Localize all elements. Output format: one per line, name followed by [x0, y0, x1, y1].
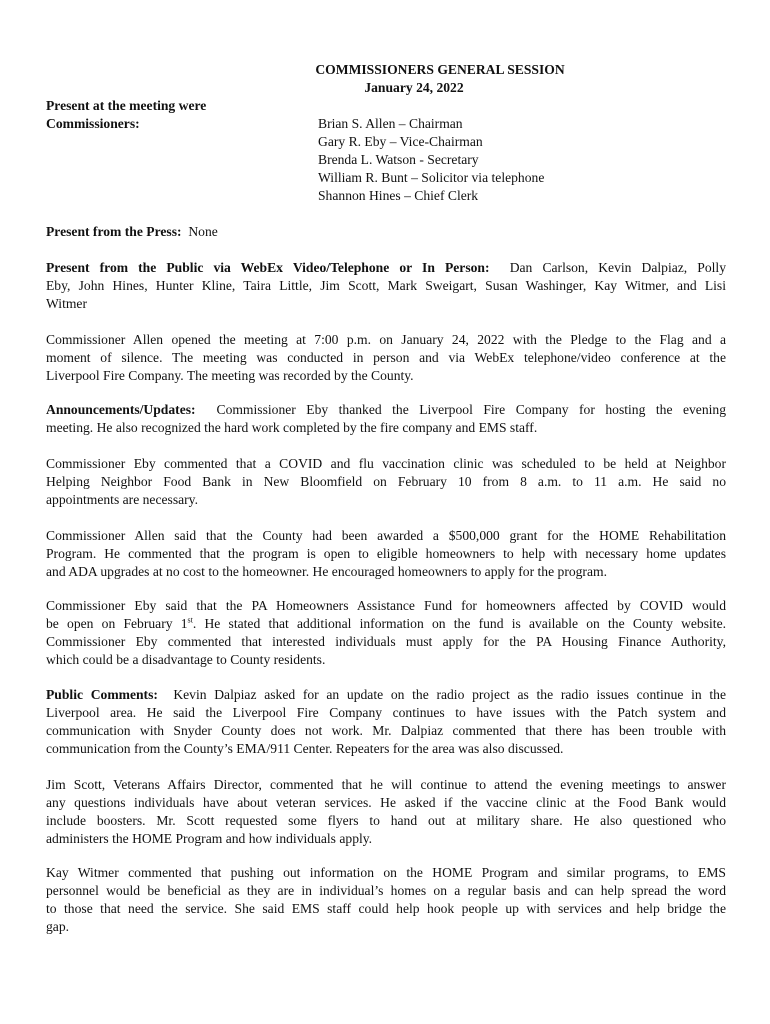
- paragraph-line: Commissioner Allen said that the County had been awarded a $500,000 grant for the HOME Rehabilitation: [46, 528, 726, 543]
- paragraph-line: Kay Witmer commented that pushing out information on the HOME Program and similar programs, to EMS: [46, 865, 726, 880]
- roster-item: Brenda L. Watson - Secretary: [318, 152, 479, 167]
- home-grant-paragraph: [46, 527, 726, 581]
- paragraph-line: administers the HOME Program and how individuals apply.: [46, 831, 373, 846]
- paragraph-line: Helping Neighbor Food Bank in New Bloomfield on February 10 from 8 a.m. to 11 a.m. He said no: [46, 474, 726, 489]
- paragraph-line: to those that need the service. She said EMS staff could help hook people up with services and help bridge the: [46, 901, 726, 916]
- roster-item: Shannon Hines – Chief Clerk: [318, 188, 479, 203]
- present-label-line2: Commissioners:: [46, 116, 140, 131]
- opening-paragraph: [46, 331, 726, 385]
- paragraph-line: include boosters. Mr. Scott requested some flyers to hand out at military share. He also questioned who: [46, 813, 726, 828]
- covid-clinic-paragraph: [46, 455, 726, 509]
- paragraph-line: Witmer: [46, 296, 87, 311]
- public-comments-paragraph: [46, 686, 726, 758]
- meeting-date: January 24, 2022: [364, 80, 464, 95]
- document-header: [0, 61, 770, 97]
- present-label: [46, 97, 206, 133]
- announcements-label: Announcements/Updates:: [46, 402, 196, 417]
- paragraph-line: Eby, John Hines, Hunter Kline, Taira Little, Jim Scott, Mark Sweigart, Susan Washinger, Kay Witmer, and Lisi: [46, 278, 726, 293]
- paragraph-line: Commissioner Eby said that the PA Homeowners Assistance Fund for homeowners affected by COVID would: [46, 598, 726, 613]
- paragraph-line: Present from the Public via WebEx Video/Telephone or In Person: Dan Carlson, Kevin Dalpiaz, Polly: [46, 260, 726, 275]
- paragraph-line: Commissioner Allen opened the meeting at 7:00 p.m. on January 24, 2022 with the Pledge to the Flag and a: [46, 332, 726, 347]
- roster-item: Gary R. Eby – Vice-Chairman: [318, 134, 483, 149]
- paragraph-line: moment of silence. The meeting was conducted in person and via WebEx telephone/video conference at the: [46, 350, 726, 365]
- paragraph-line: communication from the County’s EMA/911 Center. Repeaters for the area was also discussed.: [46, 741, 564, 756]
- paragraph-line: Program. He commented that the program is open to eligible homeowners to help with necessary home updates: [46, 546, 726, 561]
- press-value: None: [188, 224, 218, 239]
- paragraph-line: Liverpool Fire Company. The meeting was recorded by the County.: [46, 368, 414, 383]
- document-title: COMMISSIONERS GENERAL SESSION: [315, 62, 565, 77]
- paragraph-line: personnel would be beneficial as they are in individual’s homes on a regular basis and can help spread the word: [46, 883, 726, 898]
- paragraph-line: be open on February 1st. He stated that additional information on the fund is available on the County website.: [46, 615, 726, 631]
- paragraph-line: gap.: [46, 919, 70, 934]
- roster-item: William R. Bunt – Solicitor via telephone: [318, 170, 545, 185]
- public-label: Present from the Public via WebEx Video/Telephone or In Person:: [46, 260, 490, 275]
- public-comments-label: Public Comments:: [46, 687, 158, 702]
- public-attendees-paragraph: [46, 259, 726, 313]
- paragraph-line: Liverpool area. He said the Liverpool Fire Company continues to have issues with the Patch system and: [46, 705, 726, 720]
- paragraph-line: appointments are necessary.: [46, 492, 198, 507]
- paragraph-line: Announcements/Updates: Commissioner Eby thanked the Liverpool Fire Company for hosting the evening: [46, 402, 726, 417]
- paragraph-line: meeting. He also recognized the hard work completed by the fire company and EMS staff.: [46, 420, 538, 435]
- announcements-paragraph: [46, 401, 726, 437]
- present-label-line1: Present at the meeting were: [46, 98, 207, 113]
- paragraph-line: any questions individuals have about veteran services. He asked if the vaccine clinic at the Food Bank would: [46, 795, 726, 810]
- paragraph-line: Public Comments: Kevin Dalpiaz asked for an update on the radio project as the radio issues continue in the: [46, 687, 727, 702]
- press-paragraph: [46, 223, 726, 241]
- paragraph-line: communication with Snyder County does not work. Mr. Dalpiaz commented that there has been trouble with: [46, 723, 726, 738]
- commissioner-roster: [318, 115, 544, 205]
- press-label: Present from the Press:: [46, 224, 182, 239]
- paragraph-line: Commissioner Eby commented that interested individuals must apply for the PA Housing Finance Authority,: [46, 634, 726, 649]
- jim-scott-paragraph: [46, 776, 726, 848]
- paragraph-line: Commissioner Eby commented that a COVID and flu vaccination clinic was scheduled to be held at Neighbor: [46, 456, 726, 471]
- ordinal-suffix: st: [187, 615, 193, 625]
- kay-witmer-paragraph: [46, 864, 726, 936]
- paragraph-line: and ADA upgrades at no cost to the homeowner. He encouraged homeowners to apply for the program.: [46, 564, 607, 579]
- assistance-fund-paragraph: [46, 597, 726, 669]
- roster-item: Brian S. Allen – Chairman: [318, 116, 463, 131]
- paragraph-line: which could be a disadvantage to County residents.: [46, 652, 326, 667]
- paragraph-line: Jim Scott, Veterans Affairs Director, commented that he will continue to attend the evening meetings to answer: [46, 777, 726, 792]
